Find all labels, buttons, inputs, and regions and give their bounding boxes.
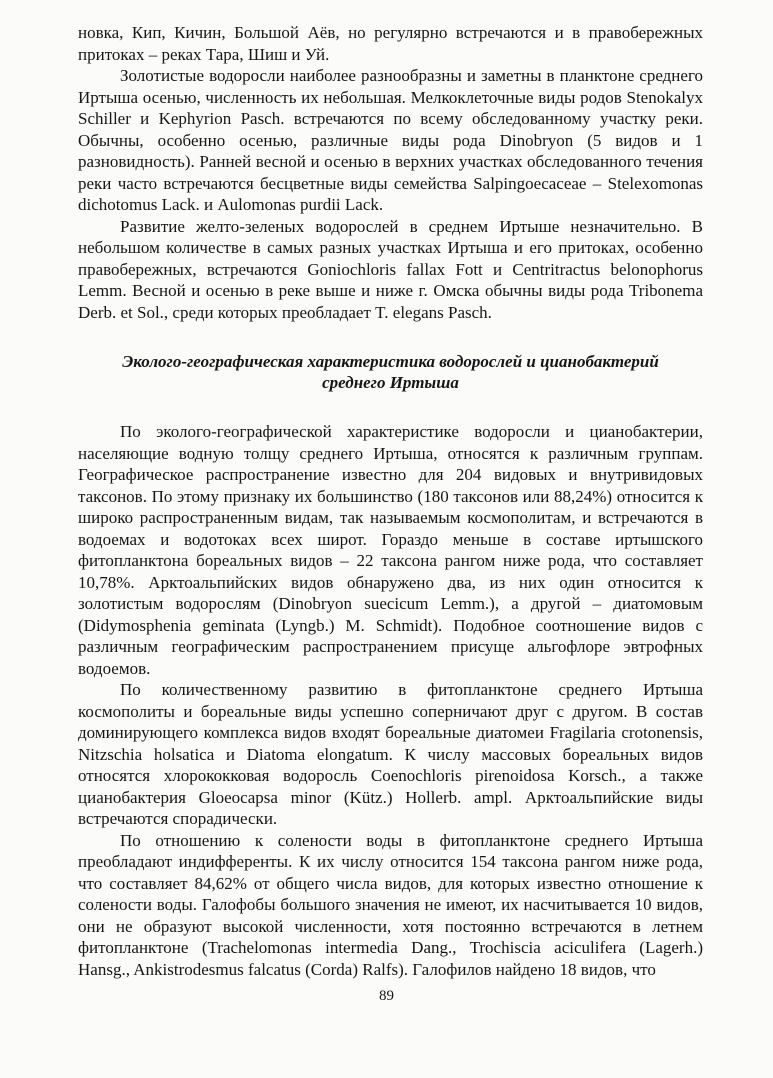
paragraph-geography: По эколого-географической характеристике водоросли и цианобактерии, населяющие водную толщу среднего Иртыша, относятся к различным группам. Географическое распространение известно для 204 видовых и внутривидовых таксонов. По этому признаку их большинство (180 таксонов или 88,24%) относится к широко распространенным видам, так называемым космополитам, и встречаются в водоемах и водотоках всех широт. Гораздо меньше в составе иртышского фитопланктона бореальных видов – 22 таксона рангом ниже рода, что составляет 10,78%. Арктоальпийских видов обнаружено два, из них один относится к золотистым водорослям (Dinobryon suecicum Lemm.), а другой – диатомовым (Didymosphenia geminata (Lyngb.) M. Schmidt). Подобное соотношение видов с различным географическим распространением присуще альгофлоре эвтрофных водоемов. [78, 422, 703, 678]
paragraph-continuation: новка, Кип, Кичин, Большой Аёв, но регулярно встречаются и в правобережных притоках – реках Тара, Шиш и Уй. [78, 23, 703, 64]
section-heading: Эколого-географическая характеристика водорослей и цианобактерий среднего Иртыша [122, 352, 659, 392]
paragraph-quantitative: По количественному развитию в фитопланктоне среднего Иртыша космополиты и бореальные виды успешно соперничают друг с другом. В состав доминирующего комплекса видов входят бореальные диатомеи Fragilaria crotonensis, Nitzschia holsatica и Diatoma elongatum. К числу массовых бореальных видов относятся хлорококковая водоросль Coenochloris pirenoidosa Korsch., а также цианобактерия Gloeocapsa minor (Kütz.) Hollerb. ampl. Арктоальпийские виды встречаются спорадически. [78, 680, 703, 828]
paragraph-golden-algae: Золотистые водоросли наиболее разнообразны и заметны в планктоне среднего Иртыша осенью, численность их небольшая. Мелкоклеточные виды родов Stenokalyx Schiller и Kephyrion Pasch. встречаются по всему обследованному участку реки. Обычны, особенно осенью, различные виды рода Dinobryon (5 видов и 1 разновидность). Ранней весной и осенью в верхних участках обследованного течения реки часто встречаются бесцветные виды семейства Salpingoecaceae – Stelexomonas dichotomus Lack. и Aulomonas purdii Lack. [78, 66, 703, 214]
paragraph-salinity: По отношению к солености воды в фитопланктоне среднего Иртыша преобладают индифференты. К их числу относится 154 таксона рангом ниже рода, что составляет 84,62% от общего числа видов, для которых известно отношение к солености воды. Галофобы большого значения не имеют, их насчитывается 10 видов, они не образуют высокой численности, хотя постоянно встречаются в летнем фитопланктоне (Trachelomonas intermedia Dang., Trochiscia aciculifera (Lagerh.) Hansg., Ankistrodesmus falcatus (Corda) Ralfs). Галофилов найдено 18 видов, что [78, 830, 703, 979]
paragraph-yellow-green-algae: Развитие желто-зеленых водорослей в среднем Иртыше незначительно. В небольшом количестве в самых разных участках Иртыша и его притоках, особенно правобережных, встречаются Goniochloris fallax Fott и Centritractus belonophorus Lemm. Весной и осенью в реке выше и ниже г. Омска обычны виды рода Tribonema Derb. et Sol., среди которых преобладает T. elegans Pasch. [78, 216, 703, 322]
page-number: 89 [379, 988, 394, 1004]
